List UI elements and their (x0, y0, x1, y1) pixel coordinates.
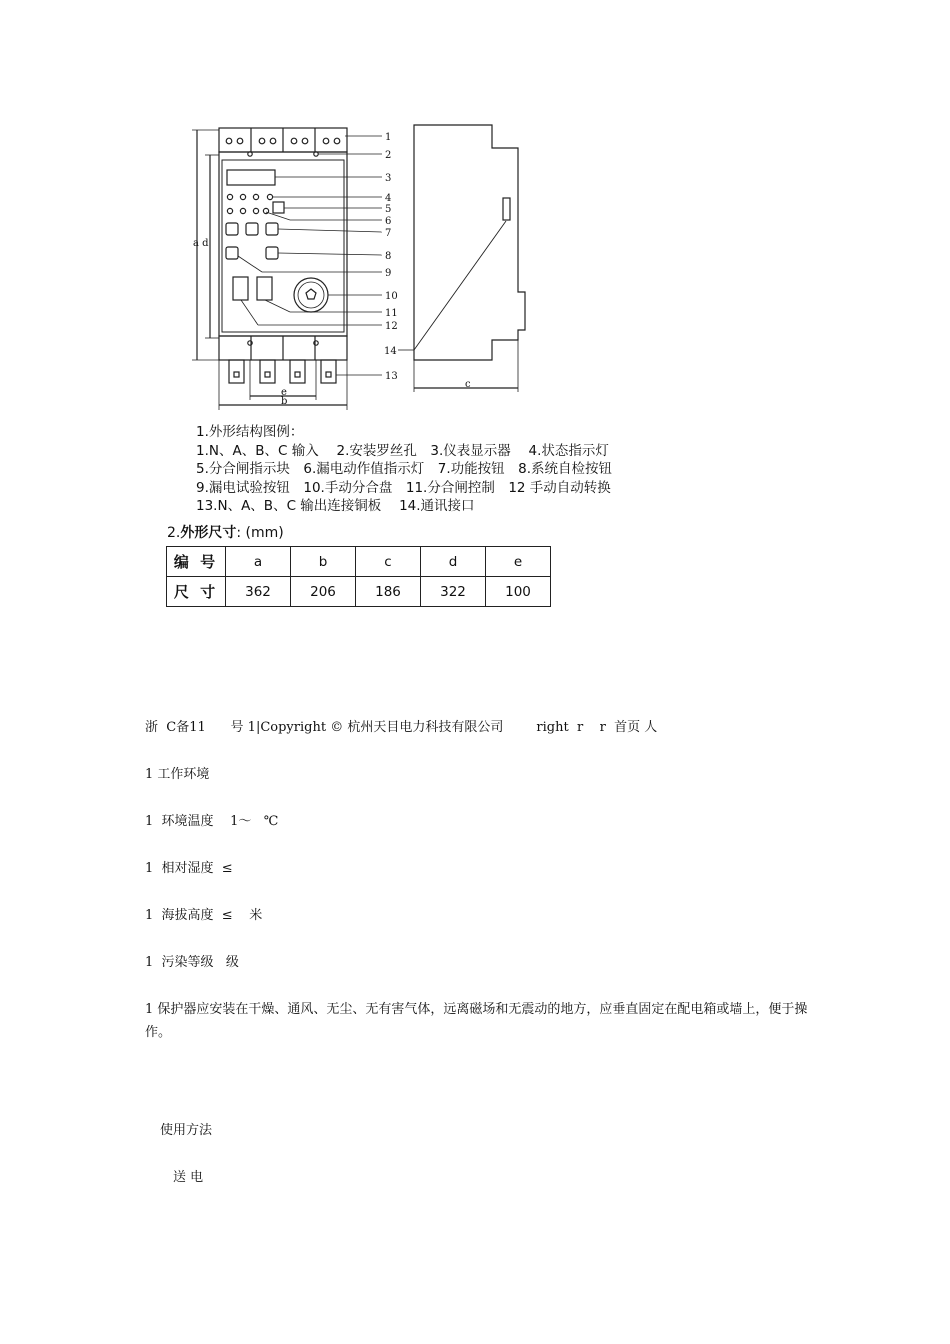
callout-4: 4 (385, 193, 392, 204)
callout-5: 5 (385, 204, 392, 215)
table-cell: a (226, 547, 291, 577)
table-cell: d (421, 547, 486, 577)
callout-1: 1 (385, 132, 392, 143)
dim-label-e: e (281, 387, 287, 398)
env-temperature: 1 环境温度 1～ ℃ (145, 814, 279, 829)
callout-12: 12 (385, 321, 398, 332)
table-row (167, 547, 551, 577)
table-header-cell: 尺 寸 (167, 577, 226, 607)
callout-2: 2 (385, 150, 392, 161)
table-row (167, 577, 551, 607)
env-install-note: 1 保护器应安装在干燥、通风、无尘、无有害气体，远离磁场和无震动的地方，应垂直固定在配电箱或墙上，便于操作。 (145, 1002, 808, 1040)
dimensions-table (166, 546, 551, 607)
callout-3: 3 (385, 173, 392, 184)
copyright-footer: 浙 C备11 号 1|Copyright © 杭州天目电力科技有限公司 right r r 首页 人 (145, 720, 658, 735)
device-front-panel (222, 160, 344, 332)
table-cell: c (356, 547, 421, 577)
table-cell: b (291, 547, 356, 577)
meter-display (227, 170, 275, 185)
callout-9: 9 (385, 268, 392, 279)
device-diagram (0, 0, 950, 420)
table-cell: 100 (486, 577, 551, 607)
device-side-body (414, 125, 525, 360)
table-cell: 186 (356, 577, 421, 607)
legend-line: 5.分合闸指示块 6.漏电动作值指示灯 7.功能按钮 8.系统自检按钮 (196, 461, 613, 478)
legend-line: 13.N、A、B、C 输出连接铜板 14.通讯接口 (196, 498, 475, 515)
callout-6: 6 (385, 216, 392, 227)
diagram-legend (196, 423, 612, 516)
manual-dial (294, 278, 328, 312)
usage-step: 送 电 (173, 1170, 204, 1185)
callout-8: 8 (385, 251, 392, 262)
callout-11: 11 (385, 308, 398, 319)
legend-line: 9.漏电试验按钮 10.手动分合盘 11.分合闸控制 12 手动自动转换 (196, 479, 611, 496)
usage-title: 使用方法 (160, 1123, 213, 1138)
legend-title: 1.外形结构图例： (196, 424, 304, 440)
legend-line: 1.N、A、B、C 输入 2.安装罗丝孔 3.仪表显示器 4.状态指示灯 (196, 442, 609, 459)
env-pollution: 1 污染等级 级 (145, 955, 239, 970)
callout-7: 7 (385, 228, 392, 239)
callout-13: 13 (385, 371, 398, 382)
callout-10: 10 (385, 291, 398, 302)
dim-label-ad: a d (193, 238, 209, 249)
table-header-cell: 编 号 (167, 547, 226, 577)
env-altitude: 1 海拔高度 ≤ 米 (145, 908, 263, 923)
env-humidity: 1 相对湿度 ≤ (145, 861, 233, 876)
table-cell: 322 (421, 577, 486, 607)
dim-label-b: b (281, 396, 288, 407)
table-cell: e (486, 547, 551, 577)
env-title: 1 工作环境 (145, 767, 210, 782)
dimensions-title: 2.外形尺寸: (mm) (167, 525, 284, 541)
table-cell: 362 (226, 577, 291, 607)
dim-label-c: c (465, 379, 471, 390)
table-cell: 206 (291, 577, 356, 607)
callout-14: 14 (384, 346, 397, 357)
